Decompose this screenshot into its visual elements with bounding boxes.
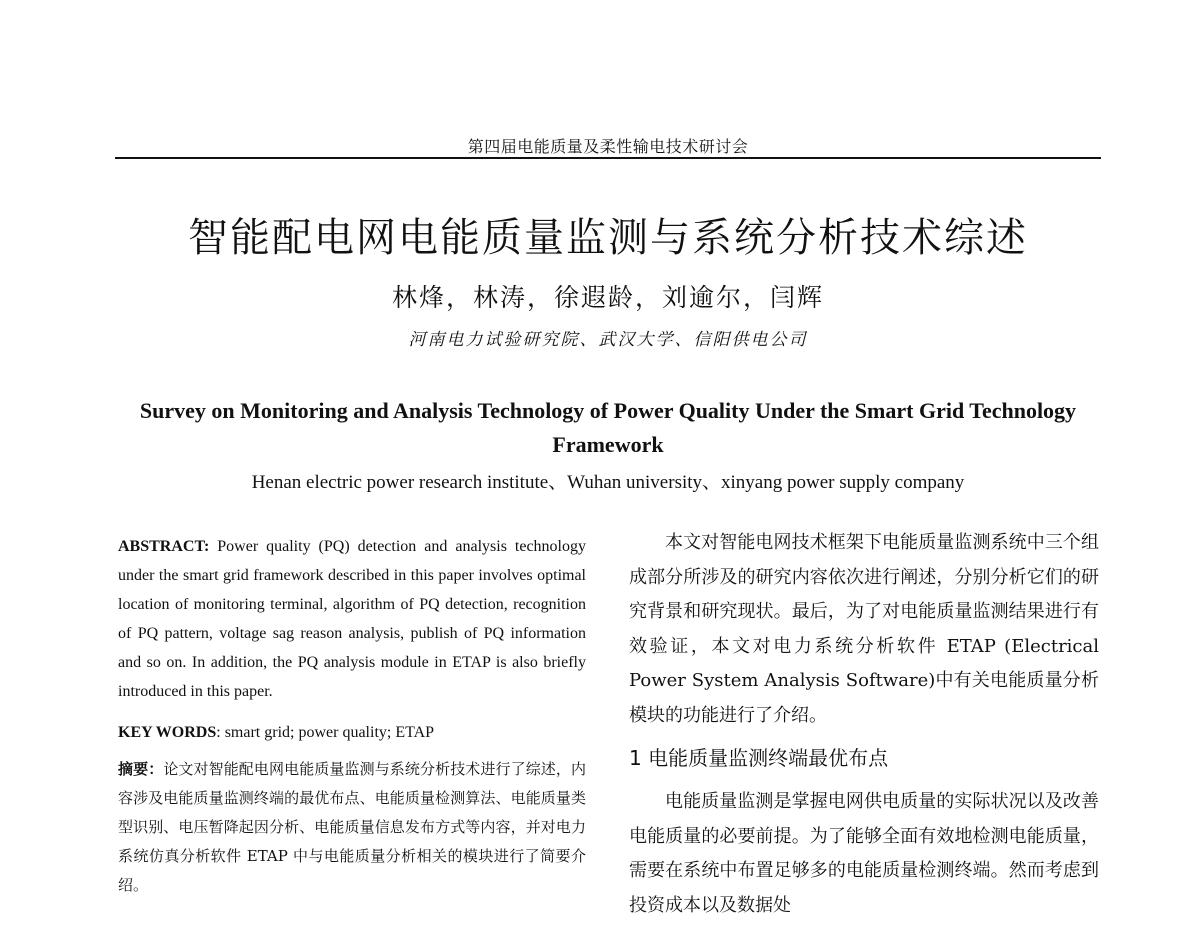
header-rule xyxy=(115,157,1101,159)
affiliation-cn: 河南电力试验研究院、武汉大学、信阳供电公司 xyxy=(408,330,808,350)
left-column xyxy=(118,532,586,900)
abstract-en-text: Power quality (PQ) detection and analysis technology under the smart grid framework described in this paper involves optimal location of monitoring terminal, algorithm of PQ detection, recognition of PQ pattern, voltage sag reason analysis, publish of PQ information and so on. In addition, the PQ analysis module in ETAP is also briefly introduced in this paper. xyxy=(118,538,586,700)
abstract-cn-label: 摘要： xyxy=(118,760,164,778)
paper-title-cn: 智能配电网电能质量监测与系统分析技术综述 xyxy=(188,215,1028,261)
keywords-en xyxy=(118,718,586,747)
affiliation-en: Henan electric power research institute、Wuhan university、xinyang power supply company xyxy=(251,472,965,493)
abstract-cn-text: 论文对智能配电网电能质量监测与系统分析技术进行了综述，内容涉及电能质量监测终端的最优布点、电能质量检测算法、电能质量类型识别、电压暂降起因分析、电能质量信息发布方式等内容，并对电力系统仿真分析软件 ETAP 中与电能质量分析相关的模块进行了简要介绍。 xyxy=(118,760,586,894)
conference-header: 第四届电能质量及柔性输电技术研讨会 xyxy=(467,137,749,156)
authors-cn: 林烽，林涛，徐遐龄，刘逾尔，闫辉 xyxy=(391,283,824,312)
keywords-en-label: KEY WORDS xyxy=(118,724,217,741)
section-1-heading: 1 电能质量监测终端最优布点 xyxy=(629,746,889,770)
section-1-paragraph: 电能质量监测是掌握电网供电质量的实际状况以及改善电能质量的必要前提。为了能够全面有效地检测电能质量，需要在系统中布置足够多的电能质量检测终端。然而考虑到投资成本以及数据处 xyxy=(629,791,1099,916)
keywords-en-text: : smart grid; power quality; ETAP xyxy=(216,724,435,741)
paper-title-en: Survey on Monitoring and Analysis Technology of Power Quality Under the Smart Grid Technology Framework xyxy=(139,398,1077,457)
abstract-en-label: ABSTRACT: xyxy=(118,538,210,555)
abstract-cn xyxy=(118,755,586,900)
abstract-en xyxy=(118,532,586,706)
right-column xyxy=(629,526,1099,923)
intro-paragraph: 本文对智能电网技术框架下电能质量监测系统中三个组成部分所涉及的研究内容依次进行阐述，分别分析它们的研究背景和研究现状。最后，为了对电能质量监测结果进行有效验证，本文对电力系统分析软件 ETAP (Electrical Power System Analysis Software)中有关电能质量分析模块的功能进行了介绍。 xyxy=(629,532,1099,726)
